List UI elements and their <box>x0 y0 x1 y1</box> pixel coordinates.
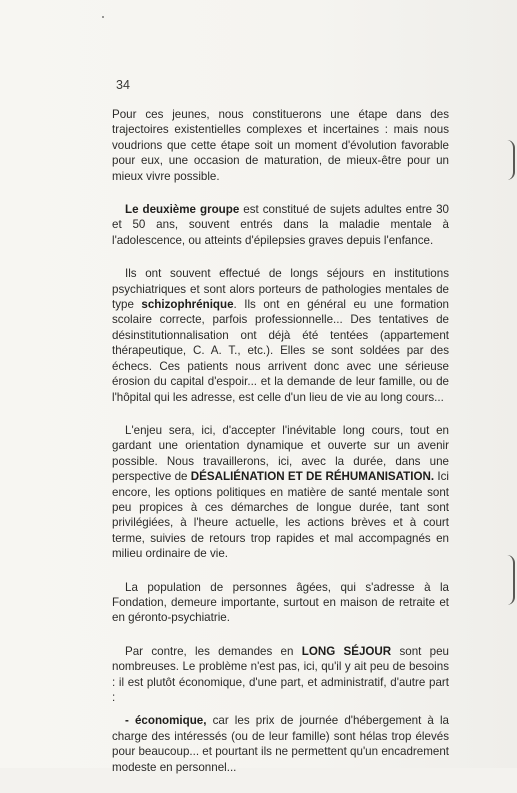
text-span: car les prix de journée d'hébergement à la charge des intéressés (ou de leur famille) sont hélas trop élevés pour beaucoup... et pourtant ils ne permettent qu'un encadrement modeste en personnel... <box>112 714 449 774</box>
paragraph-4 <box>112 423 449 562</box>
page-edge-mark <box>507 140 515 180</box>
text-span: sont peu nombreuses. Le problème n'est pas, ici, qu'il y ait peu de besoins : il est plutôt économique, d'une part, et administratif, d'autre part : <box>112 644 450 704</box>
bold-phrase: - économique, <box>125 714 207 728</box>
paragraph-2 <box>112 202 449 248</box>
paragraph-5: La population de personnes âgées, qui s'adresse à la Fondation, demeure importante, surtout en maison de retraite et en géronto-psychiatrie. <box>112 580 449 625</box>
text-span: L'enjeu sera, ici, d'accepter l'inévitable long cours, tout en gardant une orientation dynamique et ouverte sur un avenir possible. Nous travaillerons, ici, avec la durée, dans une perspective de <box>112 423 449 484</box>
bold-phrase: DÉSALIÉNATION ET DE RÉHUMANISATION. <box>190 470 435 484</box>
text-span: Par contre, les demandes en <box>125 644 302 658</box>
text-span: est constitué de sujets adultes entre 30 et 50 ans, souvent entrés dans la maladie mentale à l'adolescence, ou atteints d'épilepsies graves depuis l'enfance. <box>112 203 449 247</box>
bold-phrase: schizophrénique <box>141 298 234 312</box>
paragraph-6 <box>112 644 449 706</box>
text-span: Ils ont souvent effectué de longs séjours en institutions psychiatriques et sont alors porteurs de pathologies mentales de type <box>112 267 449 312</box>
paragraph-7 <box>112 713 449 775</box>
paragraph-1: Pour ces jeunes, nous constituerons une étape dans des trajectoires existentielles complexes et incertaines : mais nous voudrions que cette étape soit un moment d'évolution favorable pour eux, une occasion de maturation, de mieux-être pour un mieux vivre possible. <box>112 108 449 183</box>
body-text <box>112 107 449 793</box>
bold-phrase: LONG SÉJOUR <box>301 644 392 658</box>
page-edge-mark <box>507 555 515 605</box>
text-span: . Ils ont en général eu une formation scolaire correcte, parfois professionnelle... Des tentatives de désinstitutionnalisation ont déjà été tentées (appartement thérapeutique, C. A. T., etc.). Elles se sont soldées par des échecs. Ces patients nous arrivent donc avec une sérieuse érosion du capital d'espoir... et la demande de leur famille, ou de l'hôpital qui les adresse, est celle d'un lieu de vie au long cours... <box>112 298 449 404</box>
speck <box>102 16 104 18</box>
text-span: Ici encore, les options politiques en matière de santé mentale sont peu propices à ces démarches de longue durée, tant sont privilégiées, à l'heure actuelle, les actions brèves et à court terme, suivies de retours trop rapides et mal accompagnés en milieu ordinaire de vie. <box>112 470 449 561</box>
bold-phrase: Le deuxième groupe <box>125 203 240 217</box>
paragraph-3 <box>112 266 449 405</box>
page-number: 34 <box>116 78 130 92</box>
